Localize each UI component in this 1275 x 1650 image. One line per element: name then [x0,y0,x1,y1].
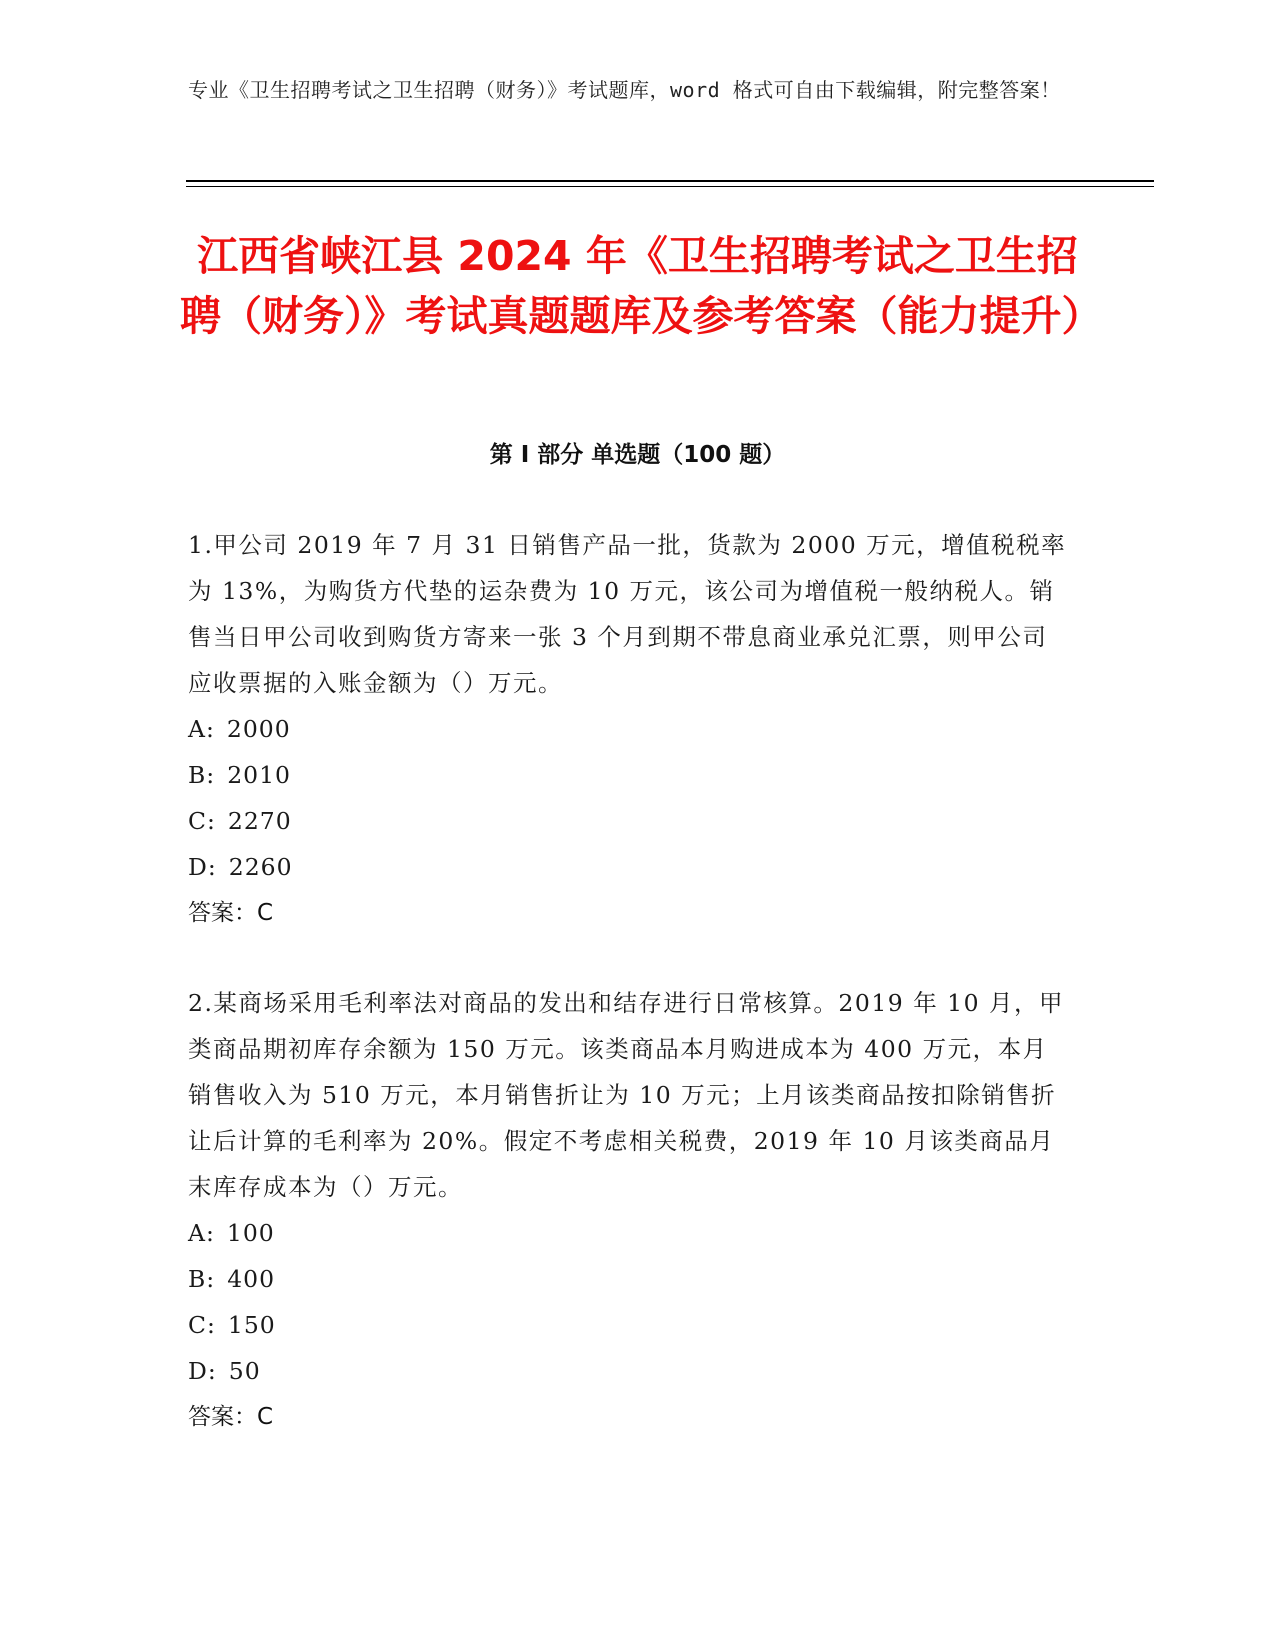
option-a [188,1210,1068,1256]
option-a [188,706,1068,752]
answer-text: 答案：C [188,1404,274,1430]
option-label: A: [188,1219,215,1247]
option-b [188,1256,1068,1302]
option-label: D: [188,1357,217,1385]
option-value: 2000 [226,715,291,743]
option-c [188,1302,1068,1348]
option-b [188,752,1068,798]
header-divider-thin [186,186,1154,187]
option-value: 2270 [227,807,292,835]
option-c [188,798,1068,844]
option-value: 400 [227,1265,276,1293]
question-stem: 1.甲公司 2019 年 7 月 31 日销售产品一批，货款为 2000 万元，增值税税率为 13%，为购货方代垫的运杂费为 10 万元，该公司为增值税一般纳税人。销售当日甲公司收到购货方寄来一张 3 个月到期不带息商业承兑汇票，则甲公司应收票据的入账金额为（）万元。 [188,531,1067,697]
header-note: 专业《卫生招聘考试之卫生招聘（财务）》考试题库，word 格式可自由下载编辑，附完整答案！ [188,78,1061,102]
option-label: D: [188,853,217,881]
header-divider-thick [186,180,1154,182]
option-value: 150 [227,1311,276,1339]
question-stem: 2.某商场采用毛利率法对商品的发出和结存进行日常核算。2019 年 10 月，甲类商品期初库存余额为 150 万元。该类商品本月购进成本为 400 万元，本月销售收入为 510 万元，本月销售折让为 10 万元；上月该类商品按扣除销售折让后计算的毛利率为 20%。假定不考虑相关税费，2019 年 10 月该类商品月末库存成本为（）万元。 [188,989,1065,1201]
option-value: 50 [228,1357,261,1385]
answer-text: 答案：C [188,900,274,926]
section-title: 第 I 部分 单选题（100 题） [489,442,786,468]
option-d [188,1348,1068,1394]
option-value: 2260 [228,853,293,881]
option-label: B: [188,761,216,789]
option-label: C: [188,1311,216,1339]
option-d [188,844,1068,890]
question-1 [188,522,1068,936]
option-value: 2010 [227,761,291,789]
document-title: 江西省峡江县 2024 年《卫生招聘考试之卫生招聘（财务）》考试真题题库及参考答案（能力提升） [180,232,1103,340]
option-label: B: [188,1265,216,1293]
option-label: A: [188,715,215,743]
question-2 [188,980,1068,1440]
option-label: C: [188,807,216,835]
option-value: 100 [226,1219,275,1247]
